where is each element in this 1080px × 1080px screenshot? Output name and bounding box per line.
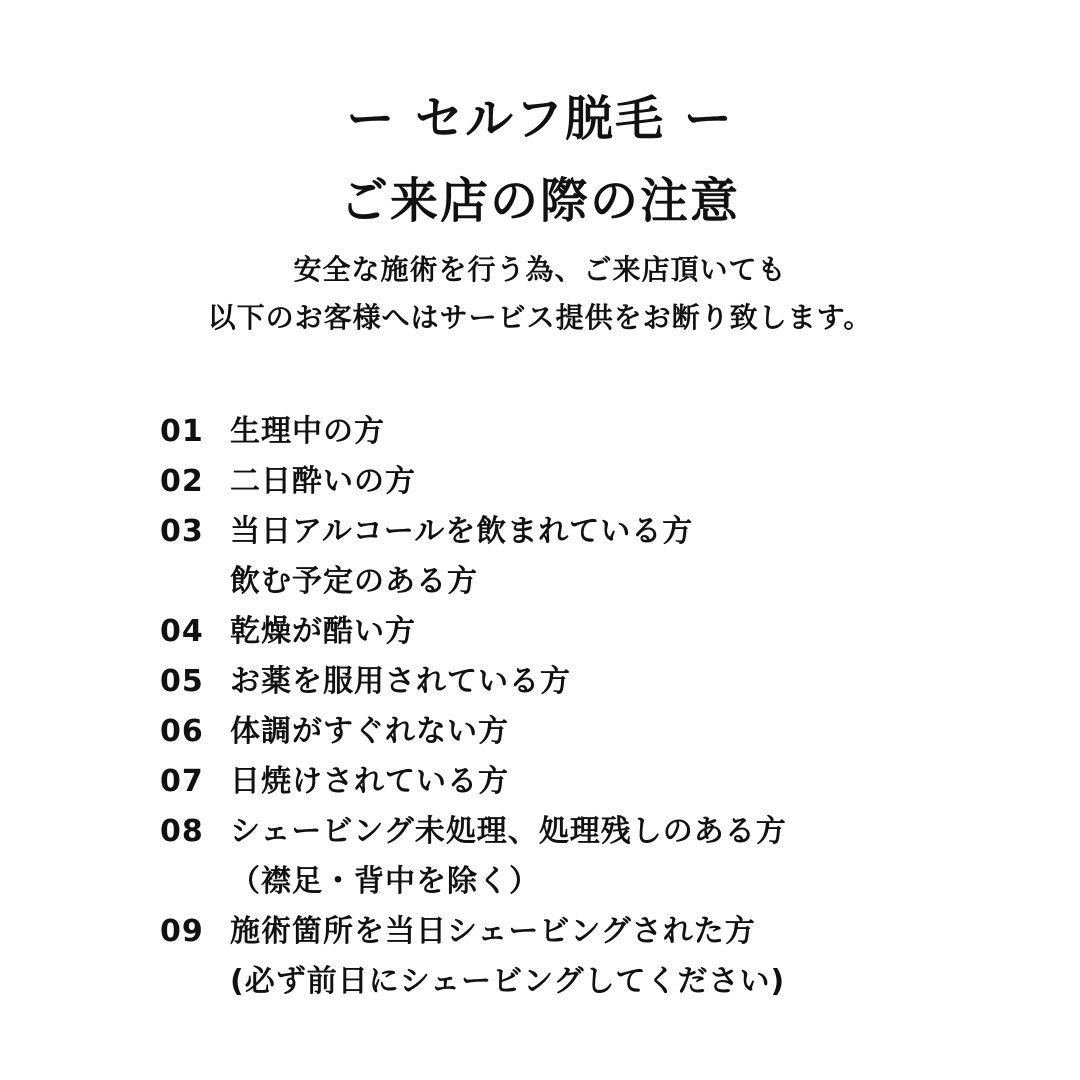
list-item-08 [160,807,1020,907]
item-text: 生理中の方 [230,414,385,449]
caution-list [160,407,1020,1007]
list-item-09 [160,907,1020,1007]
item-number: 09 [160,914,204,949]
intro-line-1: 安全な施術を行う為、ご来店頂いても [293,253,787,286]
item-text: 体調がすぐれない方 [230,714,509,749]
item-text: 乾燥が酷い方 [230,614,416,649]
item-text: シェービング未処理、処理残しのある方 [230,814,787,849]
item-text: お薬を服用されている方 [230,664,571,699]
item-number: 02 [160,464,204,499]
list-item-03 [160,507,1020,607]
item-number: 03 [160,514,204,549]
item-text: 二日酔いの方 [230,464,416,499]
item-number: 07 [160,764,204,799]
list-item-05 [160,657,1020,707]
list-item-01 [160,407,1020,457]
item-text-continued: (必ず前日にシェービングしてください) [230,964,786,999]
item-text: 施術箇所を当日シェービングされた方 [230,914,756,949]
item-text: 日焼けされている方 [230,764,509,799]
item-number: 04 [160,614,204,649]
page-title [0,78,1080,242]
list-item-04 [160,607,1020,657]
intro-line-2: 以下のお客様へはサービス提供をお断り致します。 [207,301,873,334]
intro-text [0,246,1080,342]
title-line-2: ご来店の際の注意 [339,173,740,229]
item-number: 08 [160,814,204,849]
item-text-continued: （襟足・背中を除く） [230,864,540,899]
list-item-06 [160,707,1020,757]
item-number: 01 [160,414,204,449]
title-line-1: ー セルフ脱毛 ー [346,91,734,147]
item-number: 05 [160,664,204,699]
item-text: 当日アルコールを飲まれている方 [230,514,694,549]
item-number: 06 [160,714,204,749]
list-item-07 [160,757,1020,807]
list-item-02 [160,457,1020,507]
item-text-continued: 飲む予定のある方 [230,564,478,599]
